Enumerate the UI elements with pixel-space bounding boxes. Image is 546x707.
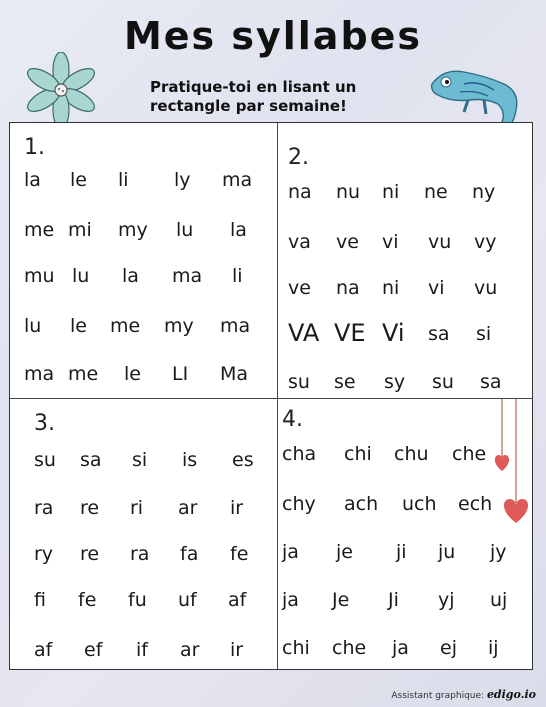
syllable: me [110,315,141,337]
syllable: yj [438,589,455,611]
syllable: ne [424,181,448,203]
syllable: uj [490,589,508,611]
flower-icon [26,52,96,128]
subtitle-line-1: Pratique-toi en lisant un [150,78,357,96]
syllable: Vi [382,319,405,347]
syllable: ri [130,497,144,519]
syllable: vu [428,231,452,253]
syllable: chu [394,443,429,465]
syllable: ma [24,363,55,385]
syllable: ji [396,541,407,563]
syllable: VE [334,319,366,347]
syllable: es [232,449,254,471]
syllable: sy [384,371,406,393]
syllable: li [118,169,129,191]
syllable: jy [490,541,507,563]
cell-3 [10,399,277,671]
syllable: fi [34,589,46,611]
syllable-row [10,265,277,295]
syllable: ir [230,639,244,661]
syllable: na [336,277,360,299]
syllable: ir [230,497,244,519]
syllable: uch [402,493,437,515]
footer-label: Assistant graphique: [391,691,485,701]
syllable: ny [472,181,496,203]
syllable: je [336,541,353,563]
syllable: le [70,315,87,337]
syllable-row [278,371,534,401]
syllable: ve [288,277,311,299]
syllable: la [230,219,247,241]
syllable: Ji [388,589,399,611]
syllable-row [278,181,534,211]
syllable-row [10,497,277,527]
syllable: vu [474,277,498,299]
syllable: me [68,363,99,385]
syllable: su [34,449,56,471]
syllable: fe [230,543,249,565]
syllable: ly [174,169,191,191]
syllable: fe [78,589,97,611]
syllable: si [476,323,492,345]
syllable: sa [80,449,102,471]
syllable: le [124,363,141,385]
syllable: lu [24,315,42,337]
syllable: ar [178,497,198,519]
syllable: ej [440,637,457,659]
syllable: su [288,371,310,393]
syllable: si [132,449,148,471]
syllable-row [278,231,534,261]
syllable: chy [282,493,316,515]
syllable: cha [282,443,317,465]
syllable-row [278,637,534,667]
cell-number: 1. [24,135,45,160]
syllable-row [278,589,534,619]
syllable: va [288,231,311,253]
syllable: ra [130,543,150,565]
subtitle [150,78,410,116]
syllable: ra [34,497,54,519]
cell-4 [278,399,534,671]
syllable-row [10,219,277,249]
syllable: vi [428,277,445,299]
syllable: che [332,637,367,659]
syllable-row [10,315,277,345]
syllable: my [164,315,194,337]
heart-icon [488,399,528,539]
syllable: sa [428,323,450,345]
syllable-row [10,363,277,393]
syllable: my [118,219,148,241]
syllable: ju [438,541,456,563]
syllable-row [278,541,534,571]
syllable: ij [488,637,499,659]
syllable: Je [332,589,350,611]
syllable-row [278,277,534,307]
syllable: nu [336,181,361,203]
cell-number: 2. [288,145,309,170]
syllable: if [136,639,148,661]
syllable: af [34,639,53,661]
page-title: Mes syllabes [123,14,423,58]
syllable: ni [382,181,400,203]
syllable: su [432,371,454,393]
syllable: uf [178,589,197,611]
syllable: ja [282,589,299,611]
syllable: ja [282,541,299,563]
syllable: ach [344,493,379,515]
syllable: sa [480,371,502,393]
syllable: mu [24,265,55,287]
syllable-row [10,543,277,573]
syllable: ef [84,639,103,661]
syllable: ma [172,265,203,287]
syllable: che [452,443,487,465]
syllable: lu [72,265,90,287]
syllable: se [334,371,356,393]
syllable: la [24,169,41,191]
syllable: mi [68,219,92,241]
syllable: ma [222,169,253,191]
syllable-row [10,169,277,199]
syllable: me [24,219,55,241]
syllable: le [70,169,87,191]
cell-number: 4. [282,407,303,432]
syllable: la [122,265,139,287]
syllable: VA [288,319,320,347]
syllable: Ma [220,363,249,385]
syllable: li [232,265,243,287]
syllable: ma [220,315,251,337]
syllable: vy [474,231,497,253]
syllable-row [10,589,277,619]
syllable: lu [176,219,194,241]
syllable: ech [458,493,493,515]
syllable: is [182,449,198,471]
syllable: fu [128,589,147,611]
syllable: fa [180,543,199,565]
syllable: LI [172,363,189,385]
syllable: ja [392,637,409,659]
footer-brand: edigo.io [486,688,536,701]
cell-2 [278,123,534,398]
syllable-grid [9,122,533,670]
syllable: re [80,543,100,565]
syllable: ry [34,543,54,565]
syllable: vi [382,231,399,253]
cell-number: 3. [34,411,55,436]
syllable: chi [282,637,310,659]
footer-credit [391,688,536,701]
syllable: chi [344,443,372,465]
syllable-row [278,319,534,349]
syllable: af [228,589,247,611]
syllable: ve [336,231,359,253]
syllable: ar [180,639,200,661]
syllable-row [10,639,277,669]
syllable: na [288,181,312,203]
subtitle-line-2: rectangle par semaine! [150,97,347,115]
syllable: ni [382,277,400,299]
cell-1 [10,123,277,398]
syllable-row [10,449,277,479]
syllable: re [80,497,100,519]
